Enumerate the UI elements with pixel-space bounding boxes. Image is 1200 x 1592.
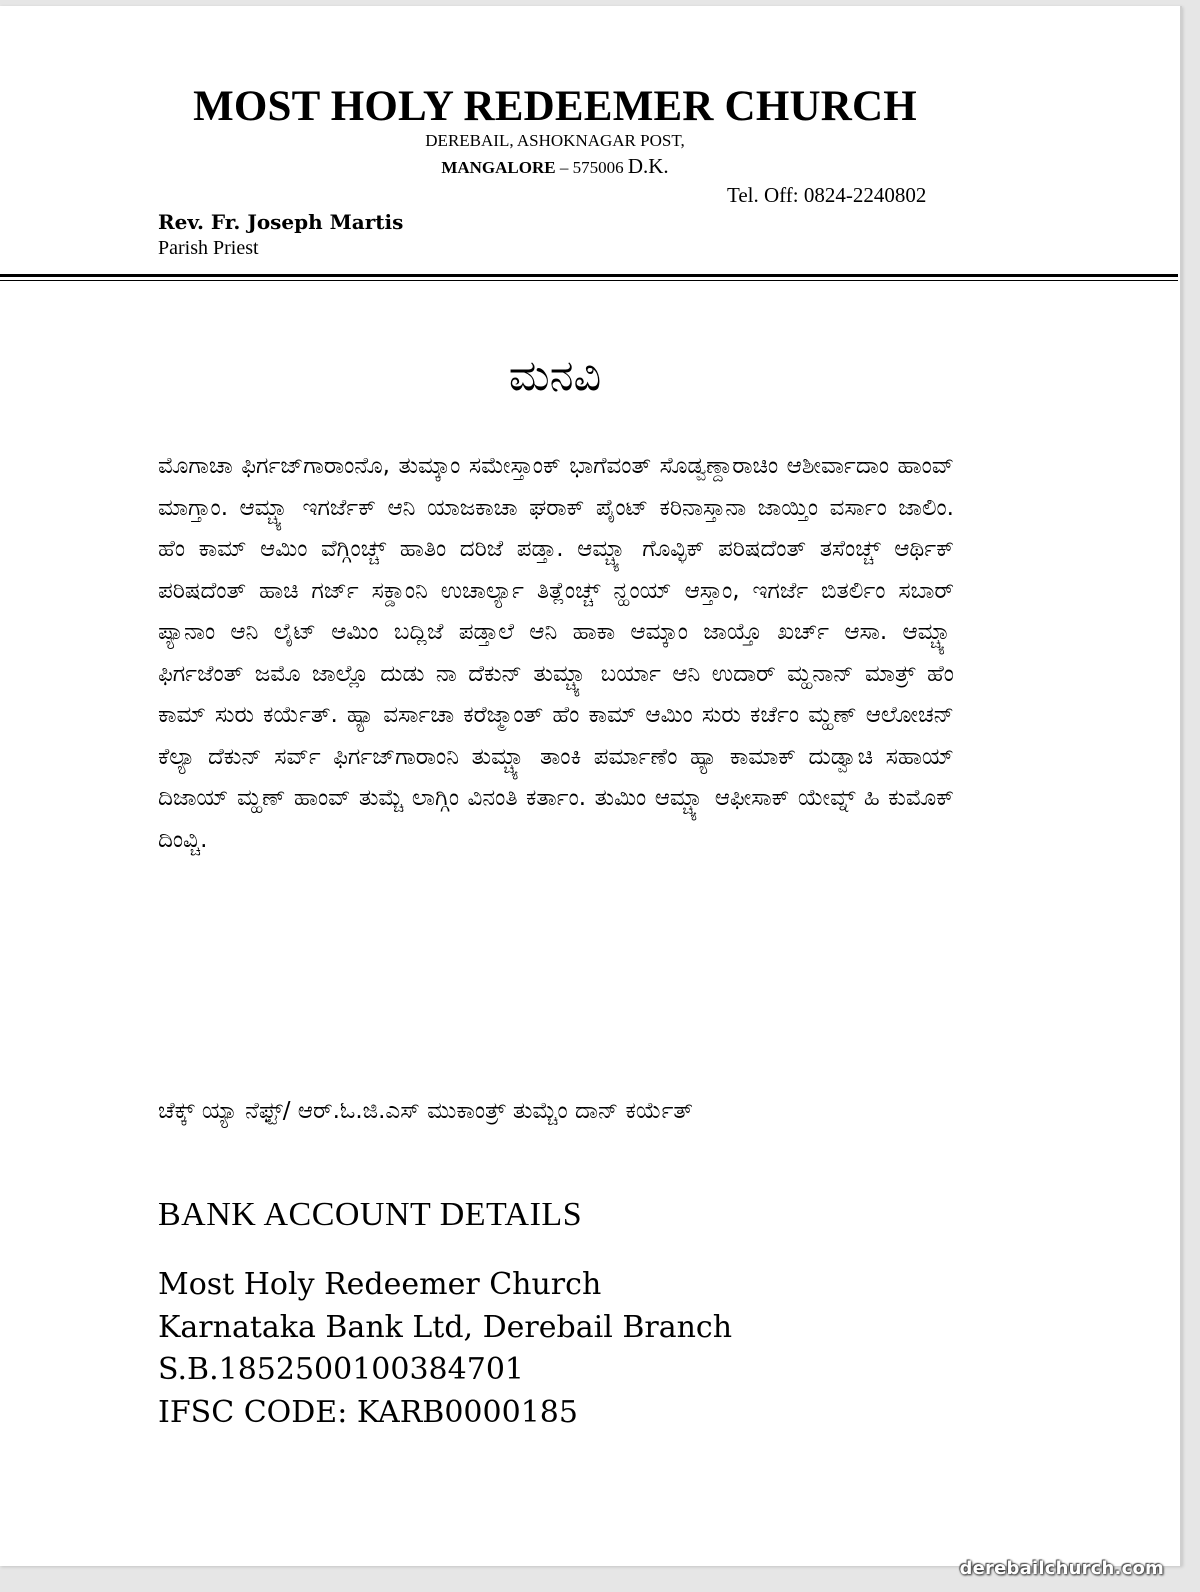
- address-city: MANGALORE: [441, 158, 556, 177]
- letter-body: ಮೊಗಾಚಾ ಫಿರ್ಗಜ್‌ಗಾರಾಂನೊ, ತುಮ್ಕಾಂ ಸಮೇಸ್ತಾಂಕ್ ಭಾಗೆವಂತ್ ಸೊಡ್ವಣ್ದಾರಾಚಿಂ ಆಶೀರ್ವಾದಾಂ ಹಾಂವ್ ಮಾಗ್ತಾಂ. ಆಮ್ಚ್ಯಾ ಇಗರ್ಜೆಕ್ ಆನಿ ಯಾಜಕಾಚಾ ಘರಾಕ್ ಪೈಂಟ್ ಕರಿನಾಸ್ತಾನಾ ಜಾಯ್ತಿಂ ವರ್ಸಾಂ ಜಾಲಿಂ. ಹೆಂ ಕಾಮ್ ಆಮಿಂ ವೆಗ್ಗಿಂಚ್ಚ್ ಹಾತಿಂ ದರಿಜೆ ಪಡ್ತಾ. ಆಮ್ಚ್ಯಾ ಗೊವ್ಳಿಕ್ ಪರಿಷದೆಂತ್ ತಸೆಂಚ್ಚ್ ಆರ್ಥಿಕ್ ಪರಿಷದೆಂತ್ ಹಾಚಿ ಗರ್ಜ್ ಸಕ್ಡಾಂನಿ ಉಚಾರ್ಲ್ಯಾ ತಿತ್ಲೆಂಚ್ಚ್ ನ್ಹಂಯ್ ಆಸ್ತಾಂ, ಇಗರ್ಜೆ ಬಿತರ್ಲಿಂ ಸಬಾರ್ ಪ್ಯಾನಾಂ ಆನಿ ಲೈಟ್ ಆಮಿಂ ಬದ್ಲಿಜೆ ಪಡ್ತಾಲೆ ಆನಿ ಹಾಕಾ ಆಮ್ಕಾಂ ಜಾಯ್ತೊ ಖರ್ಚ್ ಆಸಾ. ಆಮ್ಚ್ಯಾ ಫಿರ್ಗಜೆಂತ್ ಜಮೊ ಜಾಲ್ಲೊ ದುಡು ನಾ ದೆಕುನ್ ತುಮ್ಚ್ಯಾ ಬರ್ಯಾ ಆನಿ ಉದಾರ್ ಮ್ಹನಾನ್ ಮಾತ್ರ್ ಹೆಂ ಕಾಮ್ ಸುರು ಕರ್ಯೆತ್. ಹ್ಯಾ ವರ್ಸಾಚಾ ಕರೆಜ್ಮಾಂತ್ ಹೆಂ ಕಾಮ್ ಆಮಿಂ ಸುರು ಕರ್ಚೆಂ ಮ್ಹಣ್ ಆಲೋಚನ್ ಕೆಲ್ಯಾ ದೆಕುನ್ ಸರ್ವ್ ಫಿರ್ಗಜ್‌ಗಾರಾಂನಿ ತುಮ್ಚ್ಯಾ ತಾಂಕಿ ಪರ್ಮಾಣೆಂ ಹ್ಯಾ ಕಾಮಾಕ್ ದುಡ್ವಾಚಿ ಸಹಾಯ್ ದಿಜಾಯ್ ಮ್ಹಣ್ ಹಾಂವ್ ತುಮ್ಚೆ ಲಾಗ್ಗಿಂ ವಿನಂತಿ ಕರ್ತಾಂ. ತುಮಿಂ ಆಮ್ಚ್ಯಾ ಆಫೀಸಾಕ್ ಯೇವ್ನ್ ಹಿ ಕುಮೊಕ್ ದಿಂವ್ಚಿ.: [158, 453, 954, 853]
- priest-role: Parish Priest: [158, 237, 259, 259]
- bank-branch: Karnataka Bank Ltd, Derebail Branch: [158, 1309, 733, 1345]
- site-watermark: derebailchurch.com: [959, 1558, 1164, 1579]
- letter-title: ಮನವಿ: [508, 351, 602, 401]
- address-region: D.K.: [627, 154, 669, 178]
- bank-ifsc: IFSC CODE: KARB0000185: [158, 1394, 578, 1430]
- bank-heading: BANK ACCOUNT DETAILS: [158, 1196, 583, 1233]
- telephone: Tel. Off: 0824-2240802: [727, 183, 927, 207]
- address-pin: – 575006: [555, 158, 628, 177]
- church-name: MOST HOLY REDEEMER CHURCH: [193, 83, 917, 130]
- letterhead-divider: [0, 274, 1178, 277]
- address-line-2: [0, 154, 1110, 179]
- bank-account-name: Most Holy Redeemer Church: [158, 1267, 602, 1302]
- letter-page: [0, 6, 1182, 1566]
- letterhead-divider-thin: [0, 280, 1178, 281]
- cheque-note: ಚೆಕ್ಕ್ ಯ್ಯಾ ನೆಫ್ಟ್/ ಆರ್.ಓ.ಜಿ.ಎಸ್ ಮುಕಾಂತ್ರ್ ತುಮ್ಚೆಂ ದಾನ್ ಕರ್ಯೆತ್: [158, 1098, 693, 1124]
- address-line-1: DEREBAIL, ASHOKNAGAR POST,: [425, 131, 685, 150]
- bank-details: [158, 1264, 732, 1434]
- priest-name: Rev. Fr. Joseph Martis: [158, 210, 404, 234]
- bank-account-number: S.B.1852500100384701: [158, 1352, 524, 1387]
